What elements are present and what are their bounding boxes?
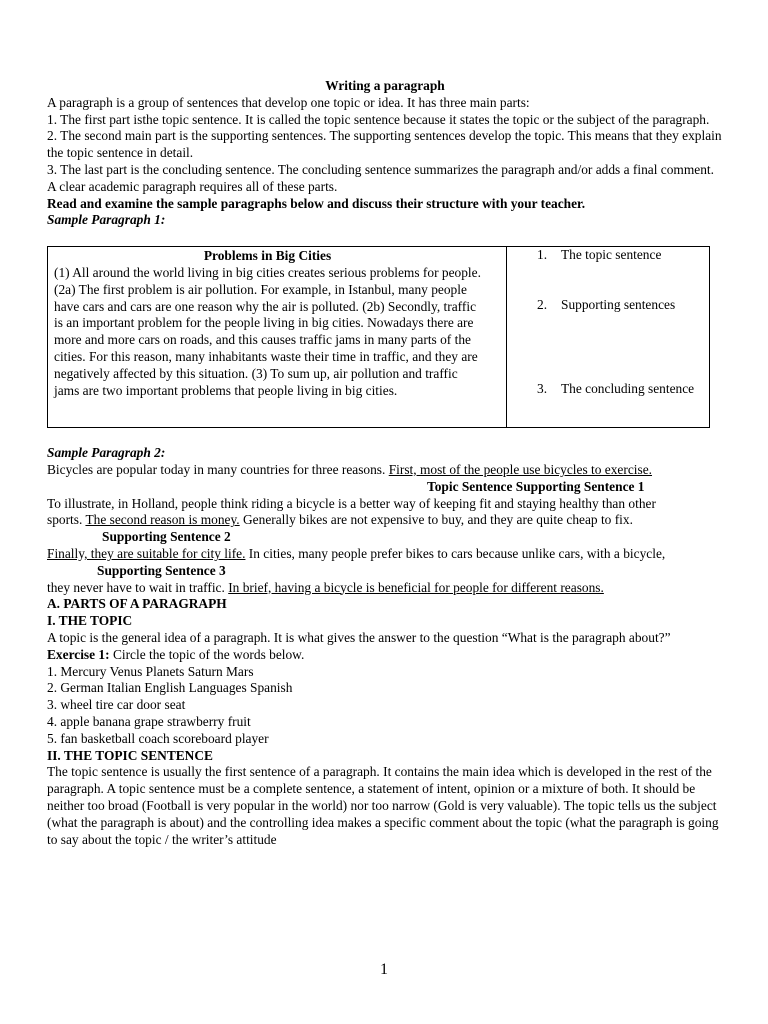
- intro-line: 2. The second main part is the supporting sentences. The supporting sentences develop the topic. This means that they explain the topic sentence in detail.: [47, 128, 722, 161]
- exercise-item: 2. German Italian English Languages Spanish: [47, 680, 293, 696]
- section-heading: II. THE TOPIC SENTENCE: [47, 747, 213, 763]
- section-heading: A. PARTS OF A PARAGRAPH: [47, 596, 227, 612]
- sample-paragraph-body: (1) All around the world living in big cities creates serious problems for people. (2a) The first problem is air pollution. For example, in Istanbul, many people have cars and cars are one reason why the air is polluted. (2b) Secondly, traffic is an important problem for the people living in big cities. Nowadays there are more and more cars on roads, and this causes traffic jams in many parts of the cities. For this reason, many inhabitants waste their time in traffic, and they are negatively affected by this situation. (3) To sum up, air pollution and traffic jams are two important problems that people living in big cities.: [54, 264, 481, 398]
- sample2-line: sports. The second reason is money. Generally bikes are not expensive to buy, and they are quite cheap to fix.: [47, 512, 633, 528]
- section-heading: I. THE TOPIC: [47, 613, 133, 629]
- sample2-annotation: Topic Sentence Supporting Sentence 1: [427, 478, 645, 494]
- sample2-line: they never have to wait in traffic. In brief, having a bicycle is beneficial for people for different reasons.: [47, 579, 604, 595]
- sample-paragraph-title: Problems in Big Cities: [203, 248, 332, 264]
- supporting-sentence-underlined: Finally, they are suitable for city life.: [47, 545, 246, 561]
- page-number: 1: [380, 961, 388, 978]
- sample2-label: Sample Paragraph 2:: [47, 445, 166, 461]
- exercise-instruction: Exercise 1: Circle the topic of the words below.: [47, 646, 305, 662]
- sample1-label: Sample Paragraph 1:: [47, 212, 166, 228]
- document-title: Writing a paragraph: [325, 78, 445, 93]
- supporting-sentence-underlined: The second reason is money.: [85, 512, 240, 528]
- topic-sentence-underlined: First, most of the people use bicycles to exercise.: [388, 461, 653, 477]
- document-page: [47, 78, 723, 848]
- sample2-line: Bicycles are popular today in many countries for three reasons. First, most of the people use bicycles to exercise.: [47, 461, 653, 477]
- exercise-item: 3. wheel tire car door seat: [47, 697, 186, 713]
- intro-line: 1. The first part isthe topic sentence. It is called the topic sentence because it states the topic or the subject of the paragraph.: [47, 111, 710, 127]
- topic-sentence-text: The topic sentence is usually the first sentence of a paragraph. It contains the main idea which is developed in the rest of the paragraph. A topic sentence must be a complete sentence, a statement of intent, opinion or a mixture of both. It should be neither too broad (Football is very popular in the world) nor too narrow (Gold is very valuable). The topic tells us the subject (what the paragraph is about) and the controlling idea makes a specific comment about the topic (what the paragraph is going to say about the topic / the writer’s attitude: [47, 764, 719, 847]
- paragraph-parts-list: 1. The topic sentence 2. Supporting sentences 3. The concluding sentence: [537, 247, 695, 397]
- sample2-line: To illustrate, in Holland, people think riding a bicycle is a better way of keeping fit and staying healthy than other: [47, 495, 656, 511]
- sample-paragraph-cell: [48, 247, 507, 427]
- sample-paragraph-table: [47, 246, 710, 428]
- concluding-sentence-underlined: In brief, having a bicycle is beneficial for people for different reasons.: [228, 579, 604, 595]
- intro-line: 3. The last part is the concluding sentence. The concluding sentence summarizes the paragraph and/or adds a final comment. A clear academic paragraph requires all of these parts.: [47, 161, 714, 194]
- sample2-line: Finally, they are suitable for city life. In cities, many people prefer bikes to cars because unlike cars, with a bicycle,: [47, 545, 666, 561]
- exercise-item: 4. apple banana grape strawberry fruit: [47, 713, 251, 729]
- sample2-annotation: Supporting Sentence 2: [102, 529, 231, 545]
- intro-line: A paragraph is a group of sentences that develop one topic or idea. It has three main parts:: [47, 94, 530, 110]
- exercise-item: 1. Mercury Venus Planets Saturn Mars: [47, 663, 254, 679]
- sample2-annotation: Supporting Sentence 3: [97, 562, 226, 578]
- instruction: Read and examine the sample paragraphs below and discuss their structure with your teacher.: [47, 195, 586, 211]
- exercise-item: 5. fan basketball coach scoreboard player: [47, 730, 269, 746]
- topic-definition: A topic is the general idea of a paragraph. It is what gives the answer to the question “What is the paragraph about?”: [47, 629, 671, 645]
